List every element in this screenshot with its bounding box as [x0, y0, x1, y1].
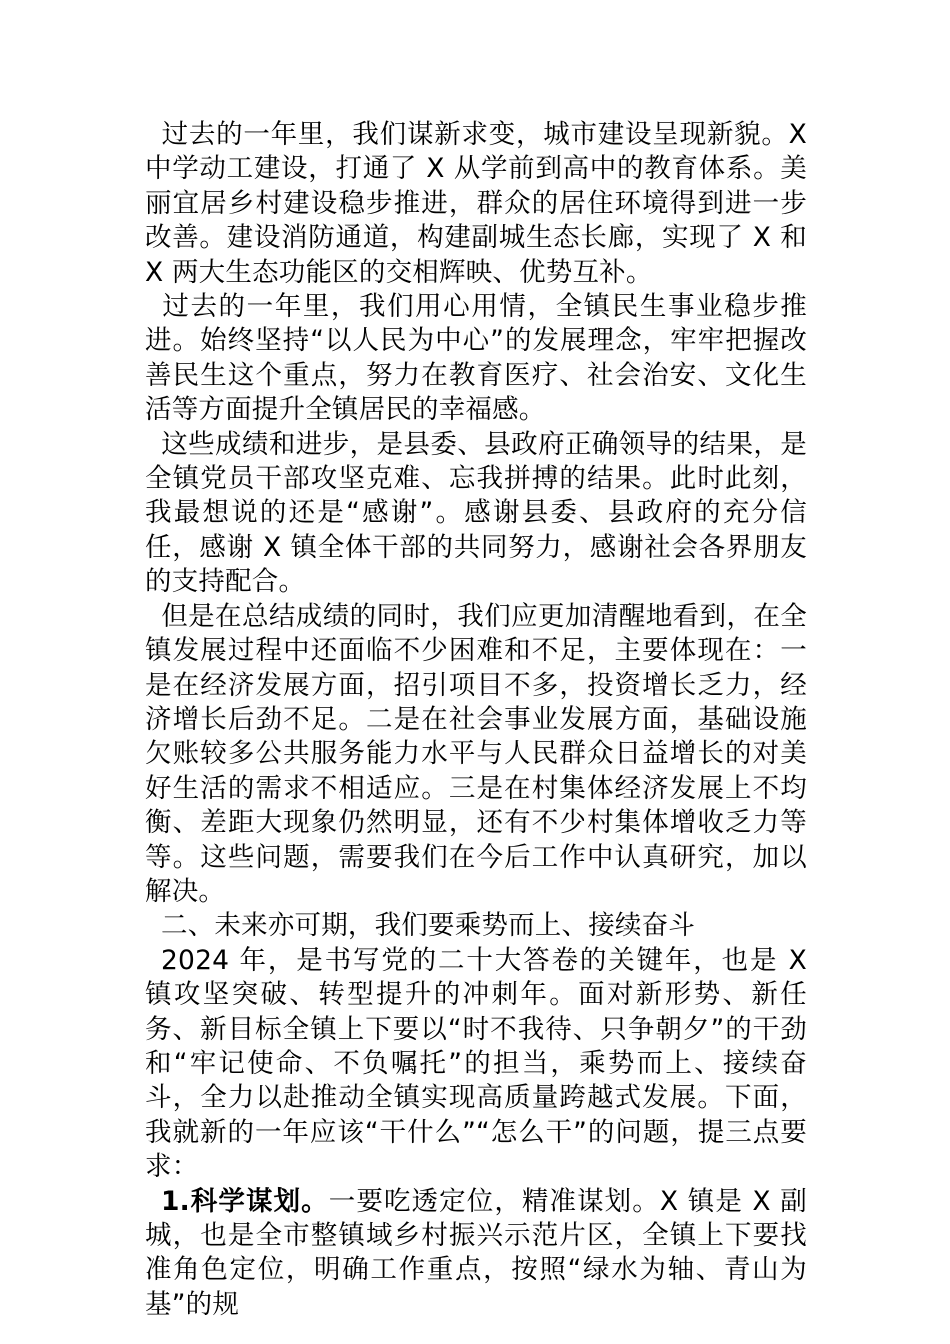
paragraph-text: 2024 年，是书写党的二十大答卷的关键年，也是 X 镇攻坚突破、转型提升的冲刺年。面对新形势、新任务、新目标全镇上下要以“时不我待、只争朝夕”的干劲和“牢记使命、不负嘱托”的担当，乘势而上、接续奋斗，全力以赴推动全镇实现高质量跨越式发展。下面，我就新的一年应该“干什么”“怎么干”的问题，提三点要求： [145, 944, 807, 1183]
paragraph-2024-goals [145, 944, 807, 1185]
paragraph-text: 过去的一年里，我们谋新求变，城市建设呈现新貌。X 中学动工建设，打通了 X 从学前到高中的教育体系。美丽宜居乡村建设稳步推进，群众的居住环境得到进一步改善。建设消防通道，构建副城生态长廊，实现了 X 和 X 两大生态功能区的交相辉映、优势互补。 [145, 119, 807, 288]
paragraph-point-1 [145, 1185, 807, 1323]
point-1-title: 1.科学谋划。 [161, 1185, 329, 1217]
paragraph-shortcomings [145, 600, 807, 910]
section-heading: 二、未来亦可期，我们要乘势而上、接续奋斗 [161, 910, 695, 942]
paragraph-text: 过去的一年里，我们用心用情，全镇民生事业稳步推进。始终坚持“以人民为中心”的发展理念，牢牢把握改善民生这个重点，努力在教育医疗、社会治安、文化生活等方面提升全镇居民的幸福感。 [145, 291, 807, 426]
paragraph-text: 这些成绩和进步，是县委、县政府正确领导的结果，是全镇党员干部攻坚克难、忘我拼搏的结果。此时此刻，我最想说的还是“感谢”。感谢县委、县政府的充分信任，感谢 X 镇全体干部的共同努力，感谢社会各界朋友的支持配合。 [145, 428, 807, 598]
paragraph-thanks [145, 428, 807, 600]
point-1-text: 一要吃透定位，精准谋划。X 镇是 X 副城，也是全市整镇域乡村振兴示范片区，全镇上下要找准角色定位，明确工作重点，按照“绿水为轴、青山为基”的规 [145, 1185, 807, 1320]
paragraph-text: 但是在总结成绩的同时，我们应更加清醒地看到，在全镇发展过程中还面临不少困难和不足，主要体现在：一是在经济发展方面，招引项目不多，投资增长乏力，经济增长后劲不足。二是在社会事业发展方面，基础设施欠账较多公共服务能力水平与人民群众日益增长的对美好生活的需求不相适应。三是在村集体经济发展上不均衡、差距大现象仍然明显，还有不少村集体增收乏力等等。这些问题，需要我们在今后工作中认真研究，加以解决。 [145, 600, 807, 907]
document-body [145, 118, 807, 1322]
paragraph-livelihood [145, 290, 807, 428]
paragraph-urban-construction [145, 118, 807, 290]
